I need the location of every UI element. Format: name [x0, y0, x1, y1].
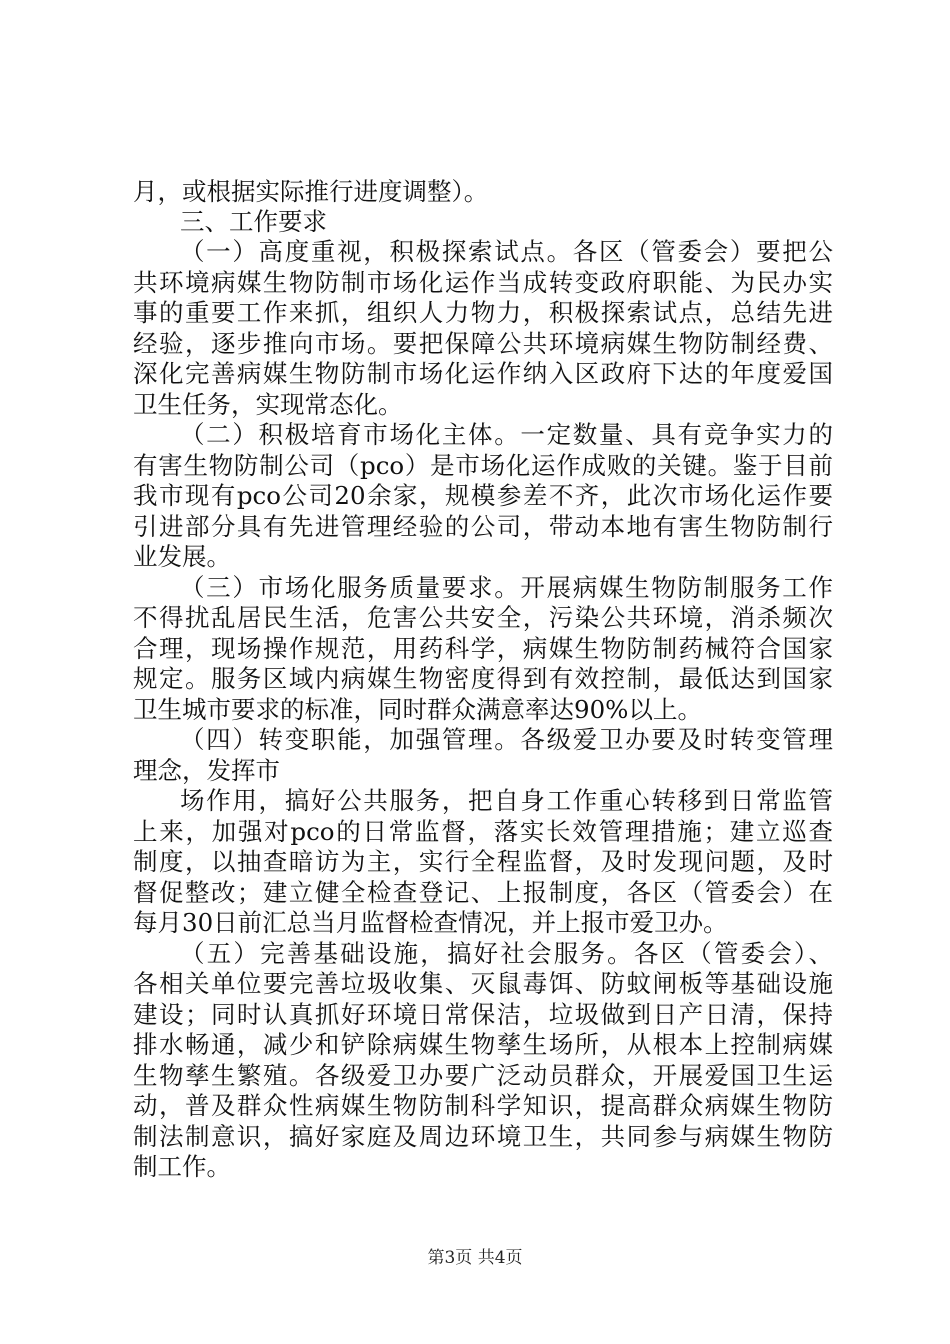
- paragraph-line: 制工作。: [133, 1152, 231, 1181]
- paragraph-line: （五）完善基础设施，搞好社会服务。各区（管委会）、: [180, 939, 833, 968]
- paragraph-line: 制法制意识，搞好家庭及周边环境卫生，共同参与病媒生物防: [133, 1122, 833, 1151]
- paragraph-line: （一）高度重视，积极探索试点。各区（管委会）要把公: [180, 237, 833, 266]
- paragraph-line: 理念，发挥市: [133, 756, 280, 785]
- paragraph-line: （四）转变职能，加强管理。各级爱卫办要及时转变管理: [180, 725, 833, 754]
- paragraph-line: 我市现有pco公司20余家，规模参差不齐，此次市场化运作要: [133, 481, 833, 510]
- paragraph-line: 有害生物防制公司（pco）是市场化运作成败的关键。鉴于目前: [133, 451, 833, 480]
- page-footer: 第3页 共4页: [427, 1248, 523, 1268]
- paragraph-line: 排水畅通，减少和铲除病媒生物孳生场所，从根本上控制病媒: [133, 1030, 833, 1059]
- paragraph-line: 共环境病媒生物防制市场化运作当成转变政府职能、为民办实: [133, 268, 833, 297]
- paragraph-line: 业发展。: [133, 542, 231, 571]
- paragraph-line: 深化完善病媒生物防制市场化运作纳入区政府下达的年度爱国: [133, 359, 833, 388]
- paragraph-line: 经验，逐步推向市场。要把保障公共环境病媒生物防制经费、: [133, 329, 833, 358]
- paragraph-line: 引进部分具有先进管理经验的公司，带动本地有害生物防制行: [133, 512, 833, 541]
- paragraph-line: （三）市场化服务质量要求。开展病媒生物防制服务工作: [180, 573, 833, 602]
- paragraph-line: 每月30日前汇总当月监督检查情况，并上报市爱卫办。: [133, 908, 728, 937]
- paragraph-line: 卫生任务，实现常态化。: [133, 390, 403, 419]
- paragraph-line: 上来，加强对pco的日常监督，落实长效管理措施；建立巡查: [133, 817, 833, 846]
- paragraph-line: 合理，现场操作规范，用药科学，病媒生物防制药械符合国家: [133, 634, 833, 663]
- paragraph-line: 不得扰乱居民生活，危害公共安全，污染公共环境，消杀频次: [133, 603, 833, 632]
- paragraph-line: 事的重要工作来抓，组织人力物力，积极探索试点，总结先进: [133, 298, 833, 327]
- section-heading: 三、工作要求: [180, 207, 327, 236]
- paragraph-line: 规定。服务区域内病媒生物密度得到有效控制，最低达到国家: [133, 664, 833, 693]
- paragraph-line: 建设；同时认真抓好环境日常保洁，垃圾做到日产日清，保持: [133, 1000, 833, 1029]
- paragraph-line: 卫生城市要求的标准，同时群众满意率达90%以上。: [133, 695, 702, 724]
- paragraph-line: 生物孳生繁殖。各级爱卫办要广泛动员群众，开展爱国卫生运: [133, 1061, 833, 1090]
- paragraph-line: 制度，以抽查暗访为主，实行全程监督，及时发现问题，及时: [133, 847, 833, 876]
- paragraph-line: 各相关单位要完善垃圾收集、灭鼠毒饵、防蚊闸板等基础设施: [133, 969, 833, 998]
- paragraph-line: 月，或根据实际推行进度调整）。: [133, 177, 489, 206]
- paragraph-line: 场作用，搞好公共服务，把自身工作重心转移到日常监管: [180, 786, 833, 815]
- paragraph-line: 动，普及群众性病媒生物防制科学知识，提高群众病媒生物防: [133, 1091, 833, 1120]
- paragraph-line: 督促整改；建立健全检查登记、上报制度，各区（管委会）在: [133, 878, 833, 907]
- paragraph-line: （二）积极培育市场化主体。一定数量、具有竞争实力的: [180, 420, 833, 449]
